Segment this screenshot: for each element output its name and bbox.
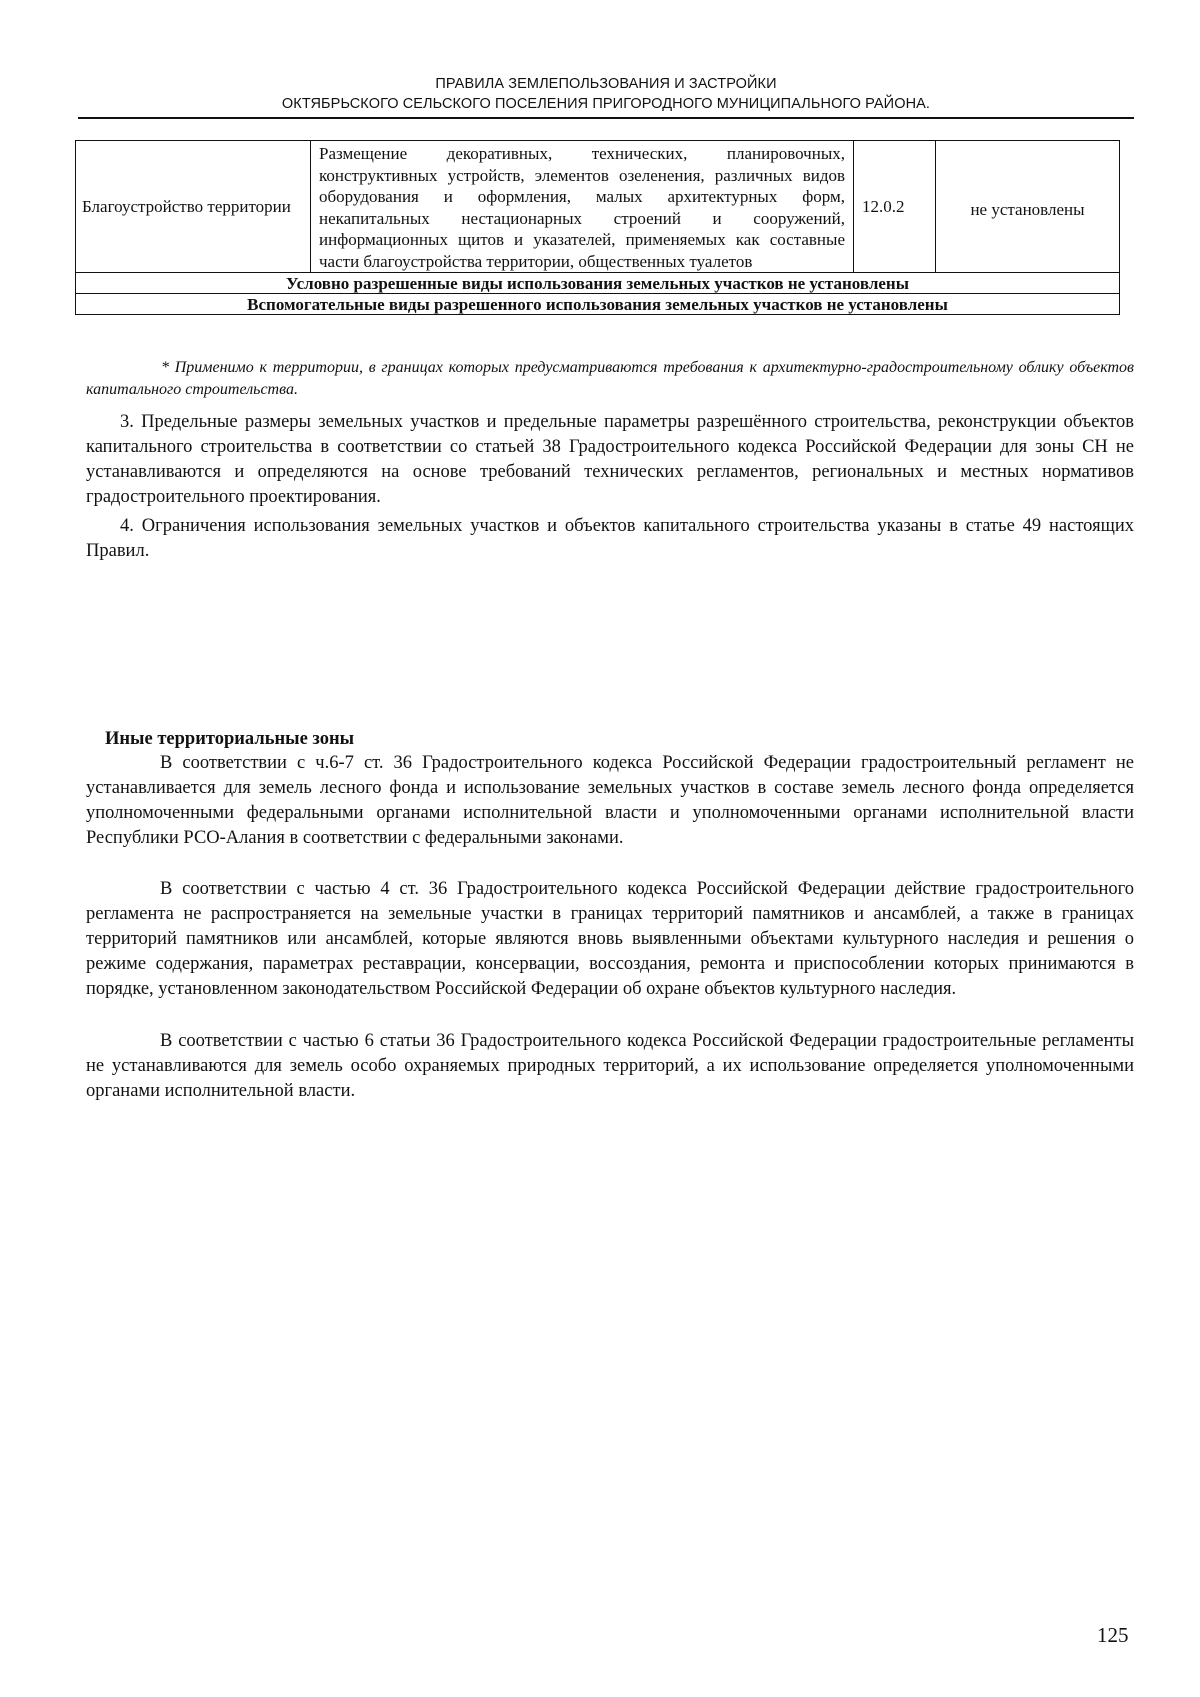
conditional-uses-heading: Условно разрешенные виды использования земельных участков не установлены <box>76 273 1120 294</box>
auxiliary-uses-heading: Вспомогательные виды разрешенного использования земельных участков не установлены <box>76 294 1120 315</box>
section-title: Иные территориальные зоны <box>105 729 355 749</box>
other-zones-paragraph-2: В соответствии с частью 4 ст. 36 Градостроительного кодекса Российской Федерации действие градостроительного регламента не распространяется на земельные участки в границах территорий памятников и ансамблей, а также в границах территорий памятников или ансамблей, которые являются вновь выявленными объектами культурного наследия и решения о режиме содержания, параметрах реставрации, консервации, воссоздания, ремонта и приспособлении которых принимаются в порядке, установленном законодательством Российской Федерации об охране объектов культурного наследия. <box>86 879 1134 999</box>
other-zones-paragraph-1: В соответствии с ч.6-7 ст. 36 Градостроительного кодекса Российской Федерации градостроительный регламент не устанавливается для земель лесного фонда и использование земельных участков в составе земель лесного фонда определяется уполномоченными федеральными органами исполнительной власти и уполномоченными органами исполнительной власти Республики РСО-Алания в соответствии с федеральными законами. <box>86 753 1134 848</box>
paragraph-3: 3. Предельные размеры земельных участков и предельные параметры разрешённого строительства, реконструкции объектов капитального строительства в соответствии со статьей 38 Градостроительного кодекса Российской Федерации для зоны СН не устанавливаются и определяются на основе требований технических регламентов, региональных и местных нормативов градостроительного проектирования. <box>86 412 1134 507</box>
paragraph-4: 4. Ограничения использования земельных участков и объектов капитального строительства указаны в статье 49 настоящих Правил. <box>86 516 1134 561</box>
use-params-cell: не установлены <box>936 141 1120 273</box>
header-line-1: ПРАВИЛА ЗЕМЛЕПОЛЬЗОВАНИЯ И ЗАСТРОЙКИ <box>435 76 777 92</box>
land-use-table <box>75 140 1120 315</box>
header-line-2: ОКТЯБРЬСКОГО СЕЛЬСКОГО ПОСЕЛЕНИЯ ПРИГОРОДНОГО МУНИЦИПАЛЬНОГО РАЙОНА. <box>281 96 931 112</box>
use-name-cell: Благоустройство территории <box>76 141 311 273</box>
table-row <box>76 273 1120 294</box>
header-rule <box>78 117 1134 119</box>
table-footnote: * Применимо к территории, в границах которых предусматриваются требования к архитектурно-градостроительному облику объектов капитального строительства. <box>86 359 1134 398</box>
table-row <box>76 141 1120 273</box>
page-header <box>78 74 1134 114</box>
use-code-cell: 12.0.2 <box>854 141 936 273</box>
other-zones-paragraph-3: В соответствии с частью 6 статьи 36 Градостроительного кодекса Российской Федерации градостроительные регламенты не устанавливаются для земель особо охраняемых природных территорий, а их использование определяется уполномоченными органами исполнительной власти. <box>86 1031 1134 1101</box>
table-row <box>76 294 1120 315</box>
page-number: 125 <box>1097 1623 1129 1647</box>
use-description-cell: Размещение декоративных, технических, планировочных, конструктивных устройств, элементов озеленения, различных видов оборудования и оформления, малых архитектурных форм, некапитальных нестационарных строений и сооружений, информационных щитов и указателей, применяемых как составные части благоустройства территории, общественных туалетов <box>311 141 854 273</box>
